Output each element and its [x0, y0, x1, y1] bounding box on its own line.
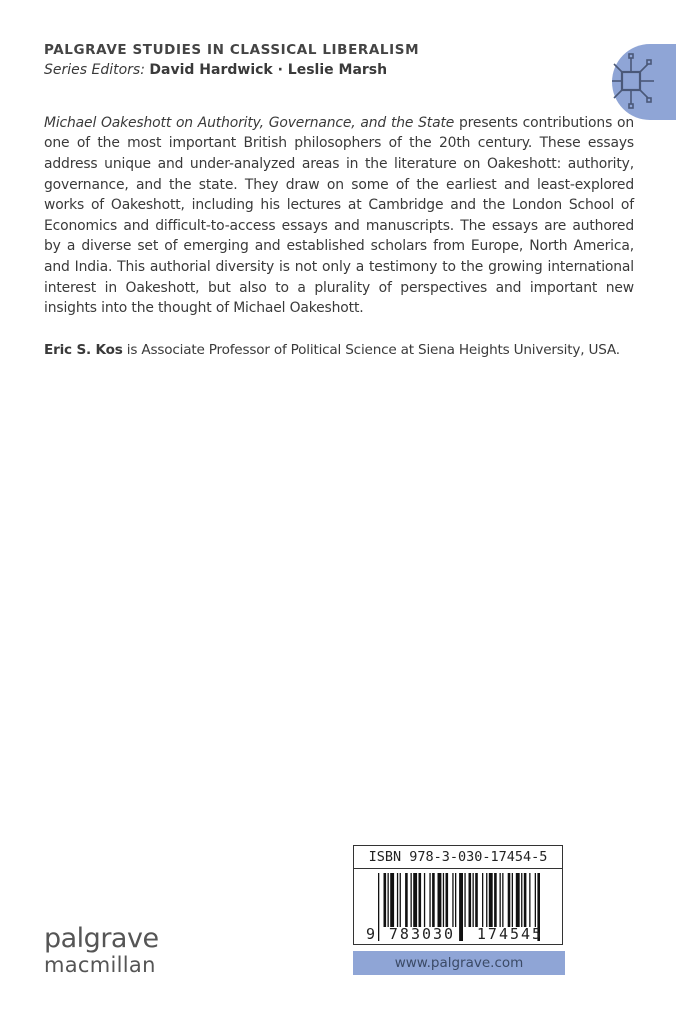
barcode-group2: 174545: [476, 925, 544, 943]
barcode-bar: [384, 873, 387, 927]
publisher-url[interactable]: www.palgrave.com: [353, 951, 565, 975]
barcode-bar: [419, 873, 422, 927]
barcode-bar: [489, 873, 493, 927]
publisher-logo-palgrave: palgrave: [44, 923, 159, 954]
editors-label: Series Editors:: [44, 62, 145, 78]
barcode-bar: [502, 873, 503, 927]
publisher-logo-macmillan: macmillan: [44, 953, 156, 977]
barcode-group1: 783030: [388, 925, 456, 943]
barcode-bar: [508, 873, 511, 927]
barcode-bar: [405, 873, 408, 927]
author-name: Eric S. Kos: [44, 341, 123, 358]
barcode-bar: [512, 873, 513, 927]
isbn-label: ISBN 978-3-030-17454-5: [354, 846, 562, 869]
barcode-bar: [469, 873, 472, 927]
barcode-bar: [429, 873, 430, 927]
barcode-bar: [438, 873, 442, 927]
barcode-bar: [459, 873, 463, 941]
barcode-bars: [354, 869, 562, 944]
barcode-bar: [521, 873, 522, 927]
barcode-bar: [388, 873, 389, 927]
book-title: Michael Oakeshott on Authority, Governance, and the State: [44, 114, 455, 131]
barcode-bar: [413, 873, 417, 927]
barcode-first-digit: 9: [366, 925, 376, 943]
barcode-bar: [443, 873, 444, 927]
isbn-barcode: [353, 845, 563, 945]
barcode-bar: [464, 873, 465, 927]
barcode-bar: [452, 873, 453, 927]
barcode-bar: [424, 873, 425, 927]
barcode-bar: [535, 873, 536, 927]
barcode-bar: [432, 873, 435, 927]
network-icon: [612, 44, 676, 120]
editors-names: David Hardwick · Leslie Marsh: [149, 62, 388, 78]
barcode-bar: [529, 873, 530, 927]
barcode-bar: [378, 873, 379, 941]
barcode-bar: [411, 873, 412, 927]
barcode-bar: [486, 873, 487, 927]
barcode-bar: [397, 873, 398, 927]
barcode-bar: [390, 873, 394, 927]
series-editors: [44, 62, 387, 78]
series-badge: [612, 44, 676, 120]
barcode-bar: [494, 873, 497, 927]
barcode-bar: [500, 873, 501, 927]
description-text: presents contributions on one of the most important British philosophers of the 20th century. These essays address unique and under-analyzed areas in the literature on Oakeshott: authority, governance, and the state. They draw on some of the earliest and least-explored works of Oakeshott, including his lectures at Cambridge and the London School of Economics and difficult-to-access essays and manuscripts. The essays are authored by a diverse set of emerging and established scholars from Europe, North America, and India. This authorial diversity is not only a testimony to the growing international interest in Oakeshott, but also to a plurality of perspectives and important new insights into the thought of Michael Oakeshott.: [44, 114, 634, 317]
barcode-bar: [473, 873, 474, 927]
barcode-bar: [516, 873, 520, 927]
barcode-bar: [475, 873, 478, 927]
author-bio-text: is Associate Professor of Political Science at Siena Heights University, USA.: [122, 341, 620, 358]
barcode-bar: [455, 873, 456, 927]
barcode-bar: [446, 873, 449, 927]
series-title: PALGRAVE STUDIES IN CLASSICAL LIBERALISM: [44, 42, 420, 58]
barcode-bar: [400, 873, 401, 927]
book-description: [44, 113, 634, 319]
author-bio: [44, 340, 644, 360]
barcode-bar: [482, 873, 483, 927]
barcode-bar: [524, 873, 527, 927]
